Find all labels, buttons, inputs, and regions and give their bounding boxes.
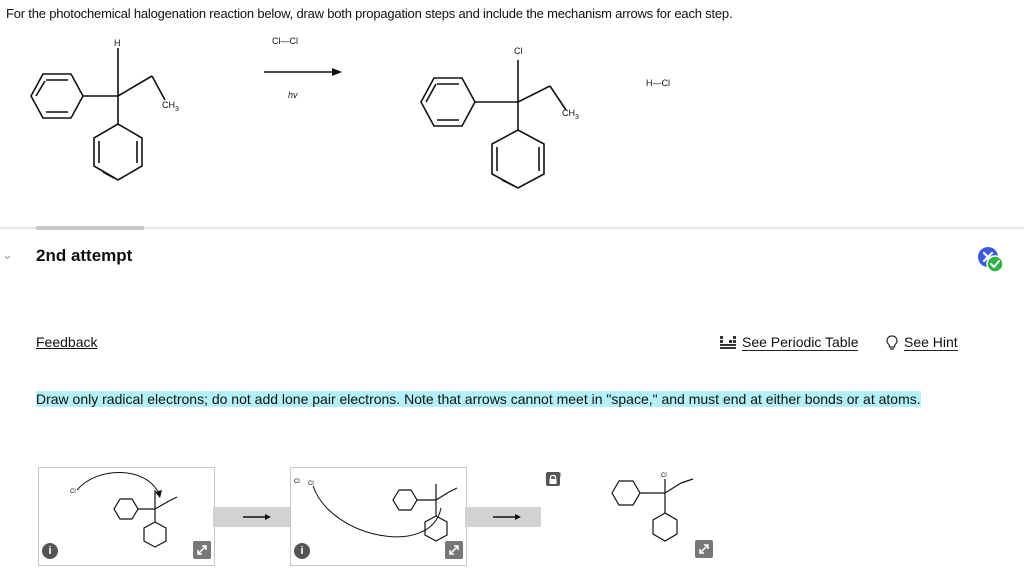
mechanism-step-1-panel[interactable] [38, 467, 215, 566]
question-text: For the photochemical halogenation reaction below, draw both propagation steps and include the mechanism arrows for each step. [6, 6, 733, 21]
product-structure [421, 60, 566, 188]
step-2-info-icon[interactable]: i [294, 543, 310, 559]
step-2-cl-label-1: Cl [294, 479, 300, 485]
step-1-expand-icon[interactable] [193, 541, 211, 559]
step-3-expand-icon[interactable] [695, 540, 713, 558]
see-hint-label: See Hint [904, 334, 958, 350]
step-connector-2 [465, 507, 541, 527]
reagent-label: Cl—Cl [272, 36, 298, 46]
periodic-table-button[interactable] [720, 334, 858, 351]
see-hint-button[interactable] [886, 334, 958, 351]
instruction-note-text: Draw only radical electrons; do not add lone pair electrons. Note that arrows cannot meet in "space," and must end at either bonds or at atoms. [36, 391, 921, 407]
step-1-drawing [39, 468, 214, 565]
step-2-cl-label-2: Cl [308, 481, 314, 487]
step-1-info-icon[interactable]: i [42, 543, 58, 559]
mechanism-step-2-panel[interactable] [290, 467, 467, 566]
feedback-link[interactable]: Feedback [36, 334, 98, 350]
chevron-down-icon[interactable]: ⌄ [2, 247, 13, 262]
product-cl-label: Cl [514, 46, 523, 56]
product-ch3-label: $CH_3$ [562, 108, 579, 121]
byproduct-label: H—Cl [646, 78, 670, 88]
step-3-drawing [541, 467, 716, 564]
periodic-table-label: See Periodic Table [742, 334, 859, 350]
lock-icon [546, 472, 560, 486]
step-2-expand-icon[interactable] [445, 541, 463, 559]
reaction-scheme [0, 24, 760, 224]
step-3-cl-label: Cl [661, 473, 667, 479]
periodic-table-icon [720, 336, 736, 350]
attempt-label[interactable]: 2nd attempt [36, 246, 133, 265]
reactant-ch3-label: $CH_3$ [162, 100, 179, 113]
status-icon [977, 246, 1005, 274]
step-connector-1 [213, 507, 290, 527]
mechanism-step-3-panel[interactable] [541, 467, 716, 564]
instruction-note [36, 389, 964, 410]
attempt-tab-indicator [36, 226, 144, 230]
step-1-cl-label: Cl [70, 489, 76, 495]
reactant-h-label: H [114, 38, 121, 48]
hv-label: hv [288, 90, 298, 100]
reactant-structure [31, 48, 165, 180]
reaction-arrow [264, 68, 342, 76]
step-2-drawing [291, 468, 466, 565]
lightbulb-icon [886, 335, 898, 351]
section-divider [0, 227, 1024, 229]
